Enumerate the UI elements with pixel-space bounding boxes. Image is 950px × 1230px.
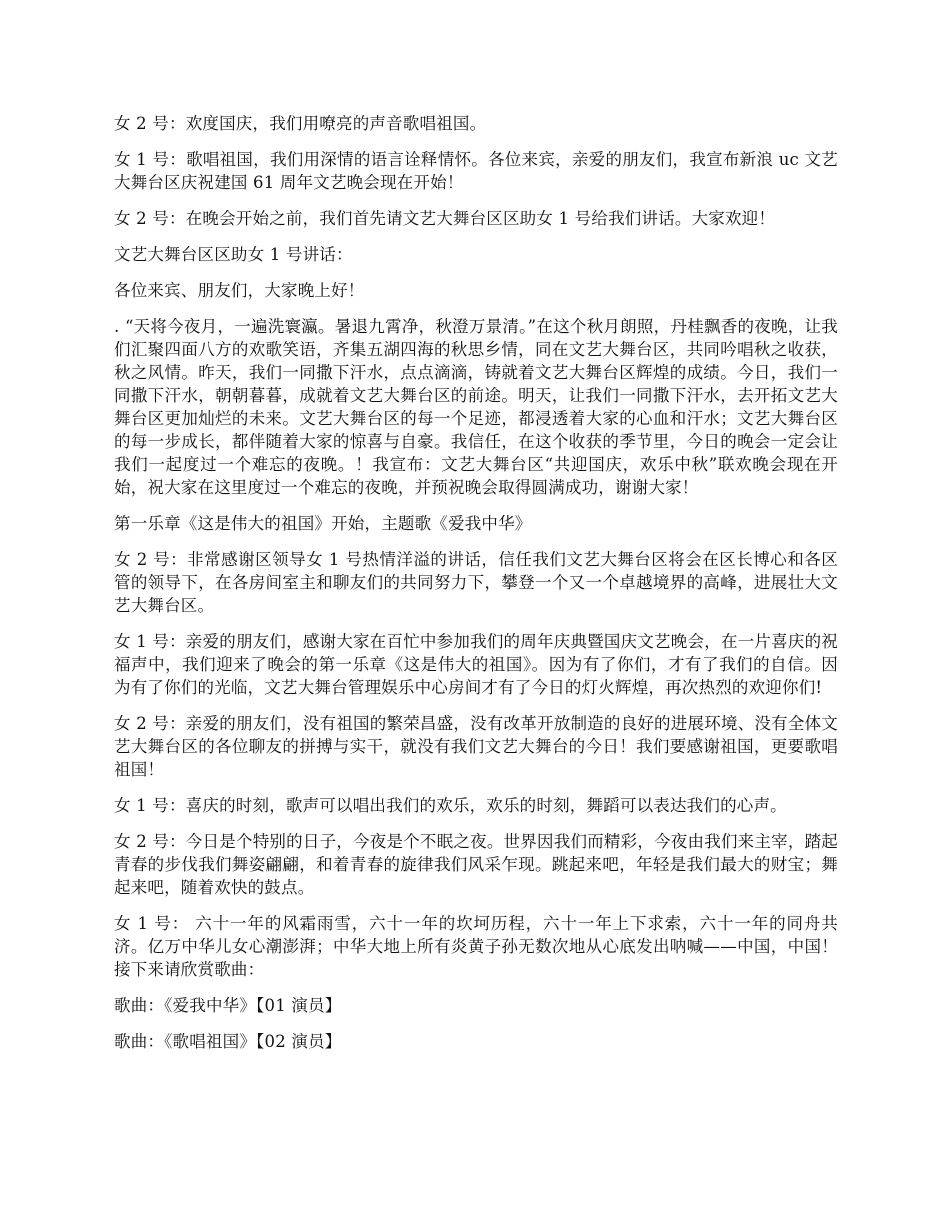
paragraph-15: 歌曲：《歌唱祖国》【02 演员】 [114, 1032, 342, 1051]
paragraph-12: 女 2 号：今日是个特别的日子，今夜是个不眠之夜。世界因我们而精彩，今夜由我们来主宰，踏起青春的步伐我们舞姿翩翩，和着青春的旋律我们风采乍现。跳起来吧，年轻是我们最大的财宝；舞起来吧，随着欢快的鼓点。 [114, 832, 838, 897]
paragraph-6: . “天将今夜月，一遍洗寰瀛。暑退九霄净，秋澄万景清。”在这个秋月朗照，丹桂飘香的夜晚，让我们汇聚四面八方的欢歌笑语，齐集五湖四海的秋思乡情，同在文艺大舞台区，共同吟唱秋之收获，秋之风情。昨天，我们一同撒下汗水，点点滴滴，铸就着文艺大舞台区辉煌的成绩。今日，我们一同撒下汗水，朝朝暮暮，成就着文艺大舞台区的前途。明天，让我们一同撒下汗水，去开拓文艺大舞台区更加灿烂的未来。文艺大舞台区的每一个足迹，都浸透着大家的心血和汗水；文艺大舞台区的每一步成长，都伴随着大家的惊喜与自豪。我信任，在这个收获的季节里，今日的晚会一定会让我们一起度过一个难忘的夜晚。！我宣布：文艺大舞台区“共迎国庆，欢乐中秋”联欢晚会现在开始，祝大家在这里度过一个难忘的夜晚，并预祝晚会取得圆满成功，谢谢大家！ [114, 317, 838, 497]
document-page [114, 112, 838, 1066]
paragraph-8: 女 2 号：非常感谢区领导女 1 号热情洋溢的讲话，信任我们文艺大舞台区将会在区长博心和各区管的领导下，在各房间室主和聊友们的共同努力下，攀登一个又一个卓越境界的高峰，进展壮大文艺大舞台区。 [114, 550, 838, 615]
paragraph-5: 各位来宾、朋友们，大家晚上好！ [114, 281, 365, 300]
paragraph-10: 女 2 号：亲爱的朋友们，没有祖国的繁荣昌盛，没有改革开放制造的良好的进展环境、没有全体文艺大舞台区的各位聊友的拼搏与实干，就没有我们文艺大舞台的今日！我们要感谢祖国，更要歌唱祖国！ [114, 714, 838, 779]
paragraph-1: 女 2 号：欢度国庆，我们用嘹亮的声音歌唱祖国。 [114, 114, 487, 133]
paragraph-9: 女 1 号：亲爱的朋友们，感谢大家在百忙中参加我们的周年庆典暨国庆文艺晚会，在一片喜庆的祝福声中，我们迎来了晚会的第一乐章《这是伟大的祖国》。因为有了你们，才有了我们的自信。因为有了你们的光临，文艺大舞台管理娱乐中心房间才有了今日的灯火辉煌，再次热烈的欢迎你们! [114, 632, 838, 697]
paragraph-7: 第一乐章《这是伟大的祖国》开始，主题歌《爱我中华》 [114, 514, 532, 533]
paragraph-11: 女 1 号：喜庆的时刻，歌声可以唱出我们的欢乐，欢乐的时刻，舞蹈可以表达我们的心声。 [114, 796, 787, 815]
paragraph-3: 女 2 号：在晚会开始之前，我们首先请文艺大舞台区区助女 1 号给我们讲话。大家欢迎！ [114, 209, 776, 228]
paragraph-4: 文艺大舞台区区助女 1 号讲话： [114, 245, 353, 264]
paragraph-13: 女 1 号： 六十一年的风霜雨雪，六十一年的坎坷历程，六十一年上下求索，六十一年的同舟共济。亿万中华儿女心潮澎湃；中华大地上所有炎黄子孙无数次地从心底发出呐喊——中国，中国！接下来请欣赏歌曲： [114, 914, 838, 979]
paragraph-2: 女 1 号：歌唱祖国，我们用深情的语言诠释情怀。各位来宾，亲爱的朋友们，我宣布新浪 uc 文艺大舞台区庆祝建国 61 周年文艺晚会现在开始！ [114, 150, 838, 192]
paragraph-14: 歌曲：《爱我中华》【01 演员】 [114, 996, 342, 1015]
